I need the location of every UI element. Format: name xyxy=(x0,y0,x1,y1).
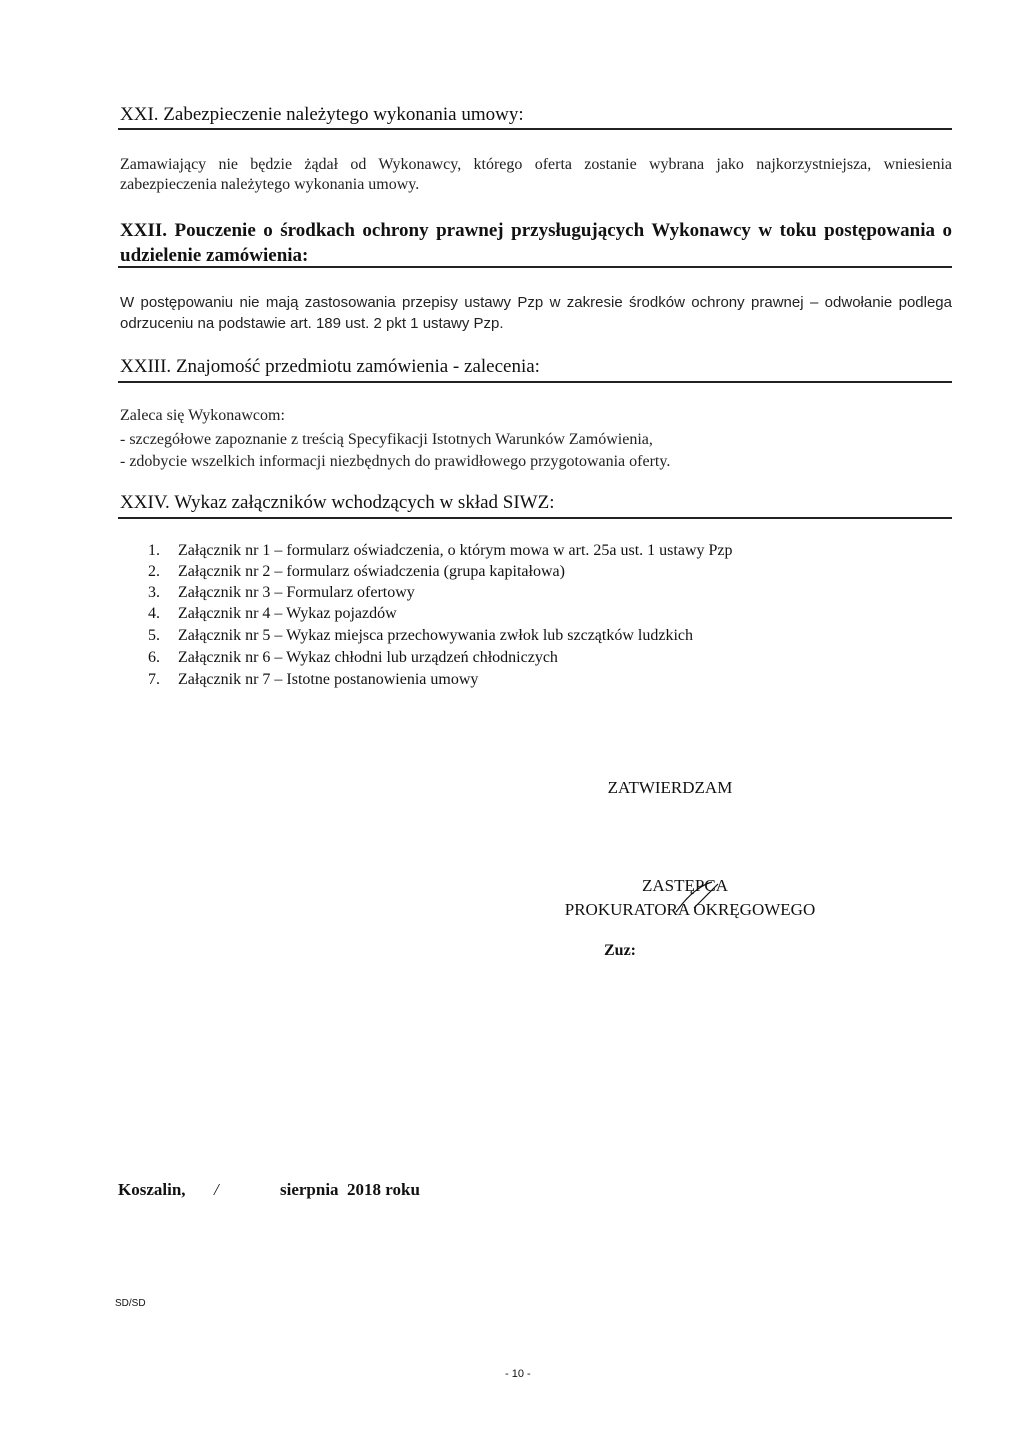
section-xxii-number: XXII. xyxy=(120,220,167,241)
section-xxiv-rule xyxy=(118,517,952,519)
attachment-text: Załącznik nr 5 – Wykaz miejsca przechowywania zwłok lub szczątków ludzkich xyxy=(178,627,693,644)
attachment-number: 2. xyxy=(148,563,160,580)
attachment-number: 5. xyxy=(148,627,160,644)
footer-initials: SD/SD xyxy=(115,1298,146,1309)
footer-day-mark: / xyxy=(214,1180,219,1199)
attachment-number: 1. xyxy=(148,542,160,559)
attachment-item xyxy=(148,605,397,623)
section-xxiii-line-1: - szczegółowe zapoznanie z treścią Specyfikacji Istotnych Warunków Zamówienia, xyxy=(120,431,653,448)
section-xxiv-heading xyxy=(120,492,555,514)
approval-title-line-1: ZASTĘPCA xyxy=(642,876,728,895)
attachment-text: Załącznik nr 3 – Formularz ofertowy xyxy=(178,584,415,601)
attachment-text: Załącznik nr 1 – formularz oświadczenia, o którym mowa w art. 25a ust. 1 ustawy Pzp xyxy=(178,542,733,559)
attachment-item xyxy=(148,563,565,581)
section-xxiv-title: Wykaz załączników wchodzących w skład SIWZ: xyxy=(174,492,555,513)
attachment-item xyxy=(148,671,478,689)
attachment-item xyxy=(148,584,415,602)
section-xxi-number: XXI. xyxy=(120,104,159,125)
section-xxiii-number: XXIII. xyxy=(120,356,172,377)
section-xxii-rule xyxy=(118,266,952,268)
section-xxii-title: Pouczenie o środkach ochrony prawnej przysługujących Wykonawcy w toku postępowania o udzielenie zamówienia: xyxy=(120,220,952,266)
approval-title-line-2: PROKURATORA OKRĘGOWEGO xyxy=(564,900,816,919)
attachment-number: 3. xyxy=(148,584,160,601)
section-xxii-body: W postępowaniu nie mają zastosowania przepisy ustawy Pzp w zakresie środków ochrony prawnej – odwołanie podlega odrzuceniu na podstawie art. 189 ust. 2 pkt 1 ustawy Pzp. xyxy=(120,294,952,332)
attachment-number: 7. xyxy=(148,671,160,688)
section-xxiii-intro: Zaleca się Wykonawcom: xyxy=(120,407,285,424)
section-xxi-rule xyxy=(118,128,952,130)
signature-stroke xyxy=(672,878,732,918)
section-xxiii-heading xyxy=(120,356,540,378)
attachment-text: Załącznik nr 4 – Wykaz pojazdów xyxy=(178,605,397,622)
section-xxi-body: Zamawiający nie będzie żądał od Wykonawcy, którego oferta zostanie wybrana jako najkorzystniejsza, wniesienia zabezpieczenia należytego wykonania umowy. xyxy=(120,156,952,193)
attachment-text: Załącznik nr 7 – Istotne postanowienia umowy xyxy=(178,671,479,688)
section-xxi-heading xyxy=(120,104,524,126)
section-xxiii-rule xyxy=(118,381,952,383)
attachment-item xyxy=(148,627,693,645)
section-xxiv-number: XXIV. xyxy=(120,492,170,513)
attachment-number: 4. xyxy=(148,605,160,622)
approval-label: ZATWIERDZAM xyxy=(607,778,733,797)
section-xxi-title: Zabezpieczenie należytego wykonania umowy: xyxy=(163,104,524,125)
footer-date: sierpnia 2018 roku xyxy=(280,1180,420,1199)
attachment-item xyxy=(148,649,558,667)
footer-place: Koszalin, xyxy=(118,1180,186,1199)
section-xxiii-line-2: - zdobycie wszelkich informacji niezbędnych do prawidłowego przygotowania oferty. xyxy=(120,453,671,470)
section-xxii-heading xyxy=(120,218,952,268)
attachment-number: 6. xyxy=(148,649,160,666)
page-number: - 10 - xyxy=(505,1368,531,1380)
signature-fragment: Zuz: xyxy=(604,942,636,959)
attachment-text: Załącznik nr 6 – Wykaz chłodni lub urządzeń chłodniczych xyxy=(178,649,558,666)
attachment-item xyxy=(148,542,733,560)
attachment-text: Załącznik nr 2 – formularz oświadczenia (grupa kapitałowa) xyxy=(178,563,565,580)
section-xxiii-title: Znajomość przedmiotu zamówienia - zalecenia: xyxy=(175,356,540,377)
